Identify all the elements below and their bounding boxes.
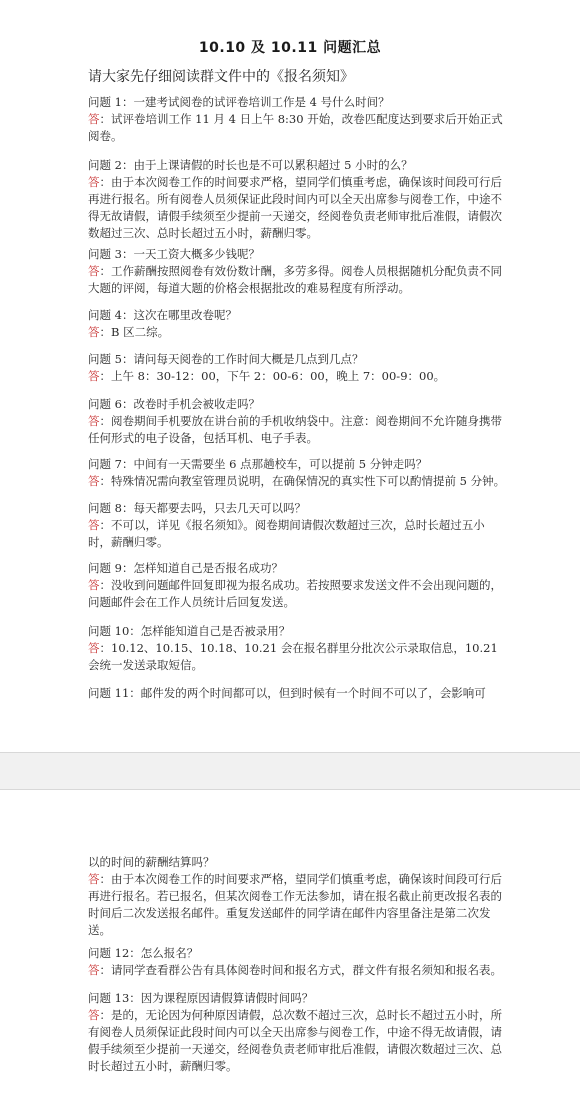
answer-tag: 答: [88, 112, 100, 126]
answer-tag: 答: [88, 474, 100, 488]
answer-tag: 答: [88, 872, 100, 886]
qa-item-4: [88, 307, 506, 341]
answer-tag: 答: [88, 264, 100, 278]
question-text: 问题 13：因为课程原因请假算请假时间吗？: [88, 991, 314, 1005]
qa-item-6: [88, 396, 506, 447]
answer-tag: 答: [88, 963, 100, 977]
qa-item-9: [88, 560, 506, 611]
answer-tag: 答: [88, 1008, 100, 1022]
qa-item-11: [88, 685, 506, 702]
question-text: 问题 1：一建考试阅卷的试评卷培训工作是 4 号什么时间？: [88, 95, 390, 109]
answer-body: ：工作薪酬按照阅卷有效份数计酬，多劳多得。阅卷人员根据随机分配负责不同大题的评阅，每道大题的价格会根据批改的难易程度有所浮动。: [88, 264, 502, 295]
qa-item-7: [88, 456, 506, 490]
answer-body: ：没收到问题邮件回复即视为报名成功。若按照要求发送文件不会出现问题的，问题邮件会在工作人员统计后回复发送。: [88, 578, 502, 609]
qa-item-10: [88, 623, 506, 674]
answer-body: ：阅卷期间手机要放在讲台前的手机收纳袋中。注意：阅卷期间不允许随身携带任何形式的电子设备，包括耳机、电子手表。: [88, 414, 502, 445]
document-subtitle: 请大家先仔细阅读群文件中的《报名须知》: [88, 69, 354, 85]
answer-body: ：10.12、10.15、10.18、10.21 会在报名群里分批次公示录取信息，10.21 会统一发送录取短信。: [88, 641, 498, 672]
qa-item-2: [88, 157, 506, 242]
answer-tag: 答: [88, 641, 100, 655]
answer-text: [88, 324, 506, 341]
answer-body: ：由于本次阅卷工作的时间要求严格，望同学们慎重考虑，确保该时间段可行后再进行报名。所有阅卷人员须保证此段时间内可以全天出席参与阅卷工作，中途不得无故请假，请假手续须至少提前一天递交，经阅卷负责老师审批后准假，请假次数超过三次、总时长超过五小时，薪酬归零。: [88, 175, 502, 240]
question-text: 问题 3：一天工资大概多少钱呢？: [88, 247, 260, 261]
answer-text: [88, 473, 506, 490]
answer-text: [88, 413, 506, 447]
answer-body: ：不可以，详见《报名须知》。阅卷期间请假次数超过三次，总时长超过五小时，薪酬归零。: [88, 518, 485, 549]
question-text: 问题 5：请问每天阅卷的工作时间大概是几点到几点？: [88, 352, 364, 366]
answer-text: [88, 174, 506, 242]
question-text: 问题 9：怎样知道自己是否报名成功？: [88, 561, 283, 575]
page-separator: [0, 752, 580, 790]
answer-body: ：由于本次阅卷工作的时间要求严格，望同学们慎重考虑，确保该时间段可行后再进行报名。若已报名，但某次阅卷工作无法参加，请在报名截止前更改报名表的时间后二次发送报名邮件。重复发送邮件的同学请在邮件内容里备注是第二次发送。: [88, 872, 502, 937]
question-text: 问题 10：怎样能知道自己是否被录用？: [88, 624, 291, 638]
answer-text: [88, 962, 506, 979]
qa-item-8: [88, 500, 506, 551]
question-text: 问题 2：由于上课请假的时长也是不可以累积超过 5 小时的么？: [88, 158, 413, 172]
answer-text: [88, 368, 506, 385]
answer-body: ：是的，无论因为何种原因请假，总次数不超过三次，总时长不超过五小时，所有阅卷人员须保证此段时间内可以全天出席参与阅卷工作，中途不得无故请假，请假手续须至少提前一天递交，经阅卷负责老师审批后准假，请假次数超过三次、总时长超过五小时，薪酬归零。: [88, 1008, 502, 1073]
answer-body: ：上午 8：30-12：00，下午 2：00-6：00，晚上 7：00-9：00。: [99, 369, 446, 383]
question-text: 问题 4：这次在哪里改卷呢？: [88, 308, 237, 322]
question-text: 问题 11：邮件发的两个时间都可以，但到时候有一个时间不可以了，会影响可: [88, 686, 486, 700]
document-title: 10.10 及 10.11 问题汇总: [198, 40, 382, 56]
answer-text: [88, 517, 506, 551]
answer-tag: 答: [88, 414, 100, 428]
answer-text: [88, 1007, 506, 1075]
answer-tag: 答: [88, 175, 100, 189]
document-page-2: [0, 790, 580, 1104]
qa-item-11-continued: [88, 854, 506, 939]
question-continuation: 以的时间的薪酬结算吗？: [88, 855, 215, 869]
qa-item-12: [88, 945, 506, 979]
question-text: 问题 8：每天都要去吗，只去几天可以吗？: [88, 501, 306, 515]
qa-item-5: [88, 351, 506, 385]
answer-text: [88, 263, 506, 297]
answer-body: ：B 区二综。: [99, 325, 170, 339]
answer-tag: 答: [88, 369, 100, 383]
qa-item-1: [88, 94, 506, 145]
answer-text: [88, 577, 506, 611]
question-text: 问题 6：改卷时手机会被收走吗？: [88, 397, 260, 411]
answer-tag: 答: [88, 518, 100, 532]
question-text: 问题 7：中间有一天需要坐 6 点那趟校车，可以提前 5 分钟走吗？: [88, 457, 428, 471]
answer-body: ：请同学查看群公告有具体阅卷时间和报名方式，群文件有报名须知和报名表。: [99, 963, 502, 977]
answer-body: ：试评卷培训工作 11 月 4 日上午 8:30 开始，改卷匹配度达到要求后开始正式阅卷。: [88, 112, 503, 143]
answer-text: [88, 871, 506, 939]
answer-text: [88, 111, 506, 145]
answer-text: [88, 640, 506, 674]
qa-item-13: [88, 990, 506, 1075]
answer-body: ：特殊情况需向教室管理员说明，在确保情况的真实性下可以酌情提前 5 分钟。: [99, 474, 506, 488]
question-text: 问题 12：怎么报名？: [88, 946, 199, 960]
qa-item-3: [88, 246, 506, 297]
answer-tag: 答: [88, 325, 100, 339]
answer-tag: 答: [88, 578, 100, 592]
